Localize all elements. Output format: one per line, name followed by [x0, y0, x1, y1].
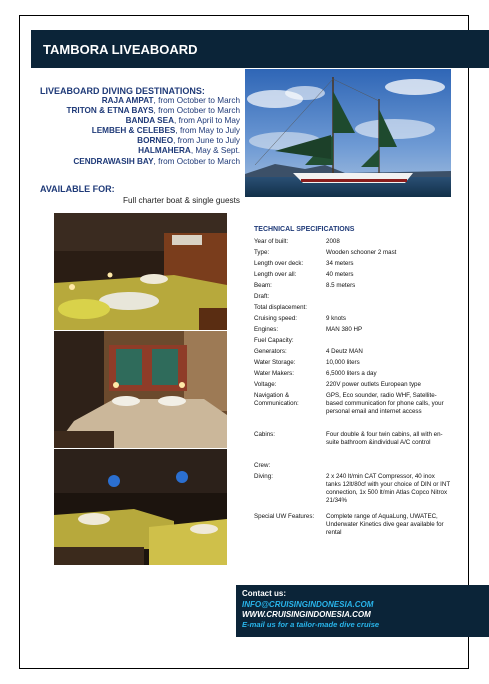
website-link[interactable]: WWW.CRUISINGINDONESIA.COM [242, 610, 371, 619]
destination-item: RAJA AMPAT, from October to March [101, 96, 240, 105]
cabin-photo-2 [54, 331, 227, 448]
specs-heading: TECHNICAL SPECIFICATIONS [254, 226, 355, 233]
availability-heading: AVAILABLE FOR: [40, 184, 115, 194]
availability-text: Full charter boat & single guests [123, 196, 240, 205]
page-title: TAMBORA LIVEABOARD [43, 42, 198, 57]
destination-item: CENDRAWASIH BAY, from October to March [73, 156, 240, 166]
contact-note: E-mail us for a tailor-made dive cruise [242, 620, 380, 629]
ship-photo [245, 69, 451, 197]
title-banner [31, 30, 489, 68]
contact-title: Contact us: [242, 589, 286, 598]
contact-email-link[interactable]: INFO@CRUISINGINDONESIA.COM [242, 600, 374, 609]
destinations-heading: LIVEABOARD DIVING DESTINATIONS: [40, 86, 205, 96]
destination-item: BORNEO, from June to July [137, 136, 240, 146]
destinations-list [40, 96, 240, 167]
destination-item: BANDA SEA, from April to May [125, 116, 240, 126]
destination-item: TRITON & ETNA BAYS, from October to March [66, 106, 240, 116]
cabin-photo-3 [54, 449, 227, 565]
contact-box [236, 585, 489, 637]
destination-item: LEMBEH & CELEBES, from May to July [91, 126, 240, 136]
destination-item: HALMAHERA, May & Sept. [138, 146, 240, 156]
cabin-photo-1 [54, 213, 227, 330]
